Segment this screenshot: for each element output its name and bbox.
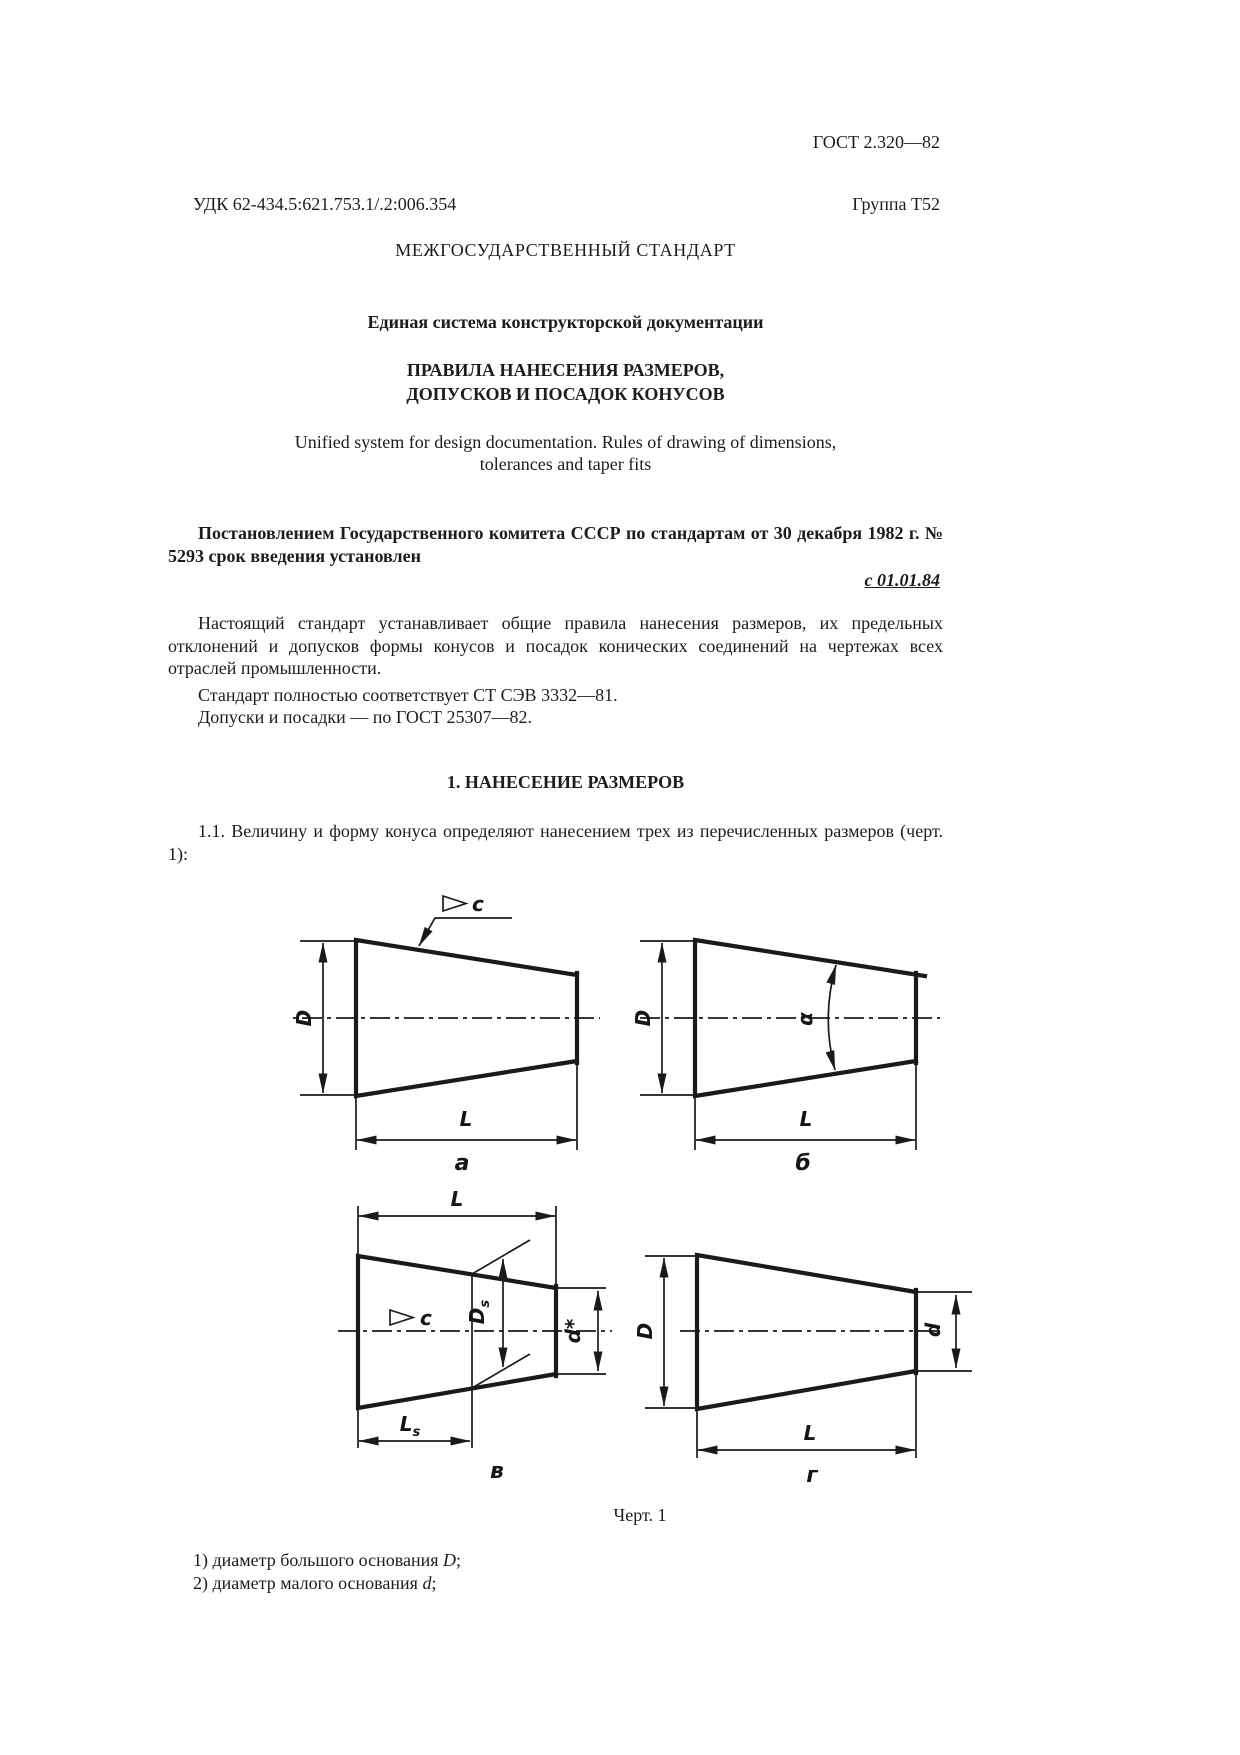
intro-paragraph-3: Допуски и посадки — по ГОСТ 25307—82.	[198, 707, 533, 727]
intro-paragraph-1: Настоящий стандарт устанавливает общие правила нанесения размеров, их предельных отклонений и допусков формы конусов и посадок конических соединений на чертежах всех отраслей промышленности.	[168, 613, 943, 678]
doc-number: ГОСТ 2.320—82	[812, 132, 940, 152]
dim-label-Ds-main: D	[465, 1307, 489, 1325]
dim-label-L: L	[803, 1421, 817, 1445]
dim-label-D: D	[633, 1322, 657, 1340]
cone-outline	[358, 1256, 556, 1408]
cone-outline	[697, 1255, 916, 1409]
list-item-2-variable: d	[422, 1573, 432, 1593]
udk-code: УДК 62-434.5:621.753.1/.2:006.354	[193, 194, 457, 214]
clause-1-1-line2: 1):	[168, 844, 188, 864]
dim-label-L: L	[799, 1107, 813, 1131]
taper-label-c: c	[472, 892, 484, 916]
taper-symbol-icon	[443, 896, 466, 911]
title-system: Единая система конструкторской документации	[367, 312, 764, 332]
effective-date: с 01.01.84	[864, 570, 940, 590]
dim-label-Ds	[465, 1300, 493, 1325]
dim-label-L: L	[459, 1107, 473, 1131]
intro-paragraph-2: Стандарт полностью соответствует СТ СЭВ 3332—81.	[198, 685, 618, 705]
dim-label-D: D	[631, 1009, 655, 1027]
cone-drawing-v	[338, 1187, 612, 1484]
list-item-2	[193, 1573, 436, 1594]
title-en-line2: tolerances and taper fits	[479, 454, 652, 474]
dim-label-Ls-main: L	[399, 1412, 413, 1436]
subfigure-label-a: a	[454, 1151, 470, 1176]
dim-label-alpha: α	[793, 1012, 817, 1026]
dim-label-d-star: d*	[561, 1318, 585, 1344]
taper-label-c: c	[420, 1306, 432, 1330]
subfigure-label-g: г	[806, 1463, 818, 1485]
title-line1: ПРАВИЛА НАНЕСЕНИЯ РАЗМЕРОВ,	[406, 360, 725, 380]
dim-label-Ds-sub: s	[478, 1299, 493, 1308]
extension-lines	[697, 1373, 916, 1458]
dim-label-Ls-sub: s	[412, 1425, 421, 1440]
cone-drawing-a	[290, 892, 600, 1176]
list-item-2-text: 2) диаметр малого основания	[193, 1573, 423, 1593]
figure-1-cone-drawings	[290, 885, 990, 1485]
section-1-heading: 1. НАНЕСЕНИЕ РАЗМЕРОВ	[446, 772, 685, 792]
list-item-1-end: ;	[456, 1550, 462, 1570]
dim-label-d: d	[921, 1322, 945, 1338]
dim-label-L: L	[450, 1187, 464, 1211]
list-item-2-end: ;	[431, 1573, 437, 1593]
list-item-1-text: 1) диаметр большого основания	[193, 1550, 444, 1570]
cone-drawing-g	[633, 1255, 972, 1485]
title-line2: ДОПУСКОВ И ПОСАДОК КОНУСОВ	[406, 384, 725, 404]
extension-lines	[358, 1206, 556, 1288]
doc-type-heading: МЕЖГОСУДАРСТВЕННЫЙ СТАНДАРТ	[395, 240, 736, 260]
list-item-1	[193, 1550, 461, 1571]
taper-symbol-icon	[390, 1310, 413, 1325]
extension-lines	[695, 1061, 916, 1150]
group-code: Группа Т52	[852, 194, 940, 214]
list-item-1-variable: D	[443, 1550, 457, 1570]
figure-caption: Черт. 1	[613, 1505, 667, 1525]
subfigure-label-b: б	[795, 1151, 811, 1176]
dim-label-D: D	[292, 1009, 316, 1027]
cone-drawing-b	[631, 940, 940, 1176]
decree-paragraph: Постановлением Государственного комитета СССР по стандартам от 30 декабря 1982 г. № 5293 срок введения установлен	[168, 523, 943, 566]
subfigure-label-v: в	[490, 1459, 504, 1484]
leader-arrow	[419, 918, 512, 946]
title-en-line1: Unified system for design documentation. Rules of drawing of dimensions,	[294, 432, 837, 452]
clause-1-1-line1: 1.1. Величину и форму конуса определяют нанесением трех из перечисленных размеров (черт.	[198, 821, 943, 841]
extension-lines	[356, 1061, 577, 1150]
dim-label-Ls	[400, 1412, 421, 1440]
